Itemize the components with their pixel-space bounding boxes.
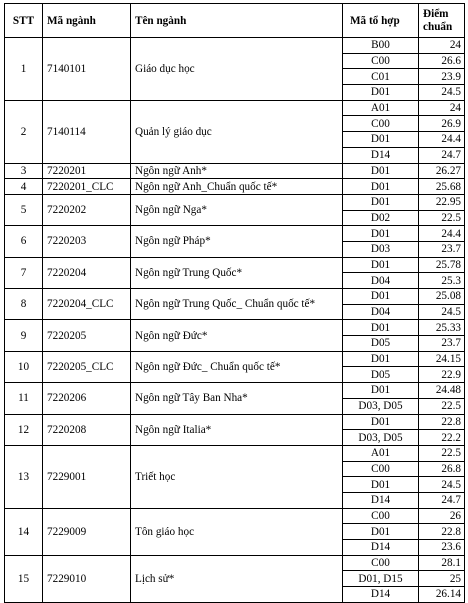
cutoff-score-cell: 23.7 bbox=[419, 241, 465, 257]
cutoff-score-cell: 22.5 bbox=[419, 210, 465, 226]
cutoff-score-cell: 26.27 bbox=[419, 163, 465, 179]
table-row bbox=[5, 163, 465, 179]
cutoff-score-cell: 22.8 bbox=[419, 414, 465, 430]
stt-cell: 9 bbox=[5, 320, 43, 351]
cutoff-score-cell: 24.15 bbox=[419, 351, 465, 367]
subject-combo-cell: C00 bbox=[343, 461, 419, 477]
major-code-cell: 7220204_CLC bbox=[43, 289, 131, 320]
subject-combo-cell: D01 bbox=[343, 320, 419, 336]
stt-cell: 1 bbox=[5, 38, 43, 101]
major-name-cell: Ngôn ngữ Trung Quốc* bbox=[131, 257, 343, 288]
subject-combo-cell: D02 bbox=[343, 210, 419, 226]
subject-combo-cell: D04 bbox=[343, 304, 419, 320]
stt-cell: 11 bbox=[5, 383, 43, 414]
stt-cell: 14 bbox=[5, 508, 43, 555]
stt-cell: 5 bbox=[5, 194, 43, 225]
table-row bbox=[5, 100, 465, 116]
major-code-cell: 7220204 bbox=[43, 257, 131, 288]
subject-combo-cell: C01 bbox=[343, 69, 419, 85]
stt-cell: 13 bbox=[5, 445, 43, 508]
subject-combo-cell: D01 bbox=[343, 132, 419, 148]
subject-combo-cell: D04 bbox=[343, 273, 419, 289]
major-code-cell: 7229009 bbox=[43, 508, 131, 555]
cutoff-score-cell: 22.9 bbox=[419, 367, 465, 383]
subject-combo-cell: D01 bbox=[343, 477, 419, 493]
major-name-cell: Ngôn ngữ Anh* bbox=[131, 163, 343, 179]
stt-cell: 4 bbox=[5, 179, 43, 195]
cutoff-score-cell: 24 bbox=[419, 38, 465, 54]
subject-combo-cell: D01, D15 bbox=[343, 571, 419, 587]
major-code-cell: 7229001 bbox=[43, 445, 131, 508]
subject-combo-cell: D01 bbox=[343, 179, 419, 195]
subject-combo-cell: A01 bbox=[343, 100, 419, 116]
cutoff-score-cell: 24.48 bbox=[419, 383, 465, 399]
cutoff-score-cell: 26.9 bbox=[419, 116, 465, 132]
subject-combo-cell: C00 bbox=[343, 116, 419, 132]
subject-combo-cell: D14 bbox=[343, 492, 419, 508]
table-row bbox=[5, 445, 465, 461]
cutoff-score-cell: 22.5 bbox=[419, 398, 465, 414]
cutoff-score-cell: 22.2 bbox=[419, 430, 465, 446]
table-row bbox=[5, 179, 465, 195]
stt-cell: 3 bbox=[5, 163, 43, 179]
major-name-cell: Ngôn ngữ Đức_ Chuẩn quốc tế* bbox=[131, 351, 343, 382]
header-score-line1: Điểm bbox=[423, 7, 449, 20]
major-code-cell: 7229010 bbox=[43, 555, 131, 602]
table-row bbox=[5, 383, 465, 399]
major-name-cell: Ngôn ngữ Trung Quốc_ Chuẩn quốc tế* bbox=[131, 289, 343, 320]
subject-combo-cell: D01 bbox=[343, 257, 419, 273]
major-code-cell: 7220203 bbox=[43, 226, 131, 257]
cutoff-score-cell: 23.7 bbox=[419, 336, 465, 352]
cutoff-score-cell: 24 bbox=[419, 100, 465, 116]
header-major-code: Mã ngành bbox=[43, 4, 131, 38]
subject-combo-cell: C00 bbox=[343, 555, 419, 571]
cutoff-score-cell: 22.95 bbox=[419, 194, 465, 210]
stt-cell: 10 bbox=[5, 351, 43, 382]
subject-combo-cell: D01 bbox=[343, 351, 419, 367]
stt-cell: 8 bbox=[5, 289, 43, 320]
table-row bbox=[5, 226, 465, 242]
subject-combo-cell: D05 bbox=[343, 367, 419, 383]
subject-combo-cell: D03 bbox=[343, 241, 419, 257]
subject-combo-cell: C00 bbox=[343, 508, 419, 524]
cutoff-score-cell: 28.1 bbox=[419, 555, 465, 571]
cutoff-score-cell: 22.5 bbox=[419, 445, 465, 461]
cutoff-score-cell: 26 bbox=[419, 508, 465, 524]
subject-combo-cell: D05 bbox=[343, 336, 419, 352]
subject-combo-cell: D01 bbox=[343, 194, 419, 210]
stt-cell: 2 bbox=[5, 100, 43, 163]
cutoff-score-cell: 24.7 bbox=[419, 147, 465, 163]
table-row bbox=[5, 414, 465, 430]
major-code-cell: 7220208 bbox=[43, 414, 131, 445]
subject-combo-cell: A01 bbox=[343, 445, 419, 461]
major-code-cell: 7140114 bbox=[43, 100, 131, 163]
header-subject-combo: Mã tổ hợp bbox=[343, 4, 419, 38]
cutoff-score-cell: 24.5 bbox=[419, 85, 465, 101]
header-row bbox=[5, 4, 465, 38]
cutoff-score-cell: 25.78 bbox=[419, 257, 465, 273]
table-row bbox=[5, 194, 465, 210]
major-code-cell: 7220205 bbox=[43, 320, 131, 351]
cutoff-score-cell: 24.4 bbox=[419, 132, 465, 148]
cutoff-score-cell: 24.5 bbox=[419, 477, 465, 493]
major-code-cell: 7220205_CLC bbox=[43, 351, 131, 382]
major-name-cell: Ngôn ngữ Anh_Chuẩn quốc tế* bbox=[131, 179, 343, 195]
subject-combo-cell: D14 bbox=[343, 147, 419, 163]
subject-combo-cell: D01 bbox=[343, 524, 419, 540]
cutoff-score-cell: 23.9 bbox=[419, 69, 465, 85]
major-code-cell: 7220202 bbox=[43, 194, 131, 225]
major-name-cell: Triết học bbox=[131, 445, 343, 508]
header-major-name: Tên ngành bbox=[131, 4, 343, 38]
subject-combo-cell: D14 bbox=[343, 540, 419, 556]
subject-combo-cell: D01 bbox=[343, 226, 419, 242]
table-row bbox=[5, 257, 465, 273]
table-row bbox=[5, 38, 465, 54]
subject-combo-cell: D01 bbox=[343, 383, 419, 399]
cutoff-score-cell: 26.6 bbox=[419, 53, 465, 69]
cutoff-score-cell: 25.3 bbox=[419, 273, 465, 289]
major-name-cell: Ngôn ngữ Pháp* bbox=[131, 226, 343, 257]
cutoff-score-cell: 24.4 bbox=[419, 226, 465, 242]
subject-combo-cell: C00 bbox=[343, 53, 419, 69]
major-code-cell: 7220201_CLC bbox=[43, 179, 131, 195]
subject-combo-cell: D01 bbox=[343, 414, 419, 430]
major-name-cell: Lịch sử* bbox=[131, 555, 343, 602]
subject-combo-cell: D03, D05 bbox=[343, 398, 419, 414]
stt-cell: 12 bbox=[5, 414, 43, 445]
major-name-cell: Ngôn ngữ Tây Ban Nha* bbox=[131, 383, 343, 414]
subject-combo-cell: D01 bbox=[343, 163, 419, 179]
major-name-cell: Quản lý giáo dục bbox=[131, 100, 343, 163]
header-cutoff-score bbox=[419, 4, 465, 38]
header-score-line2: chuẩn bbox=[423, 20, 453, 33]
subject-combo-cell: D01 bbox=[343, 289, 419, 305]
major-name-cell: Ngôn ngữ Italia* bbox=[131, 414, 343, 445]
stt-cell: 7 bbox=[5, 257, 43, 288]
cutoff-score-cell: 26.8 bbox=[419, 461, 465, 477]
cutoff-score-cell: 25.08 bbox=[419, 289, 465, 305]
stt-cell: 15 bbox=[5, 555, 43, 602]
stt-cell: 6 bbox=[5, 226, 43, 257]
table-row bbox=[5, 320, 465, 336]
subject-combo-cell: D03, D05 bbox=[343, 430, 419, 446]
cutoff-score-cell: 23.6 bbox=[419, 540, 465, 556]
subject-combo-cell: D14 bbox=[343, 587, 419, 603]
table-row bbox=[5, 351, 465, 367]
admission-scores-table bbox=[4, 3, 465, 603]
subject-combo-cell: B00 bbox=[343, 38, 419, 54]
cutoff-score-cell: 25.33 bbox=[419, 320, 465, 336]
major-name-cell: Ngôn ngữ Nga* bbox=[131, 194, 343, 225]
cutoff-score-cell: 24.5 bbox=[419, 304, 465, 320]
cutoff-score-cell: 25 bbox=[419, 571, 465, 587]
major-code-cell: 7140101 bbox=[43, 38, 131, 101]
subject-combo-cell: D01 bbox=[343, 85, 419, 101]
header-stt: STT bbox=[5, 4, 43, 38]
major-name-cell: Ngôn ngữ Đức* bbox=[131, 320, 343, 351]
table-row bbox=[5, 289, 465, 305]
major-name-cell: Tôn giáo học bbox=[131, 508, 343, 555]
major-code-cell: 7220201 bbox=[43, 163, 131, 179]
cutoff-score-cell: 25.68 bbox=[419, 179, 465, 195]
cutoff-score-cell: 24.7 bbox=[419, 492, 465, 508]
table-row bbox=[5, 508, 465, 524]
cutoff-score-cell: 22.8 bbox=[419, 524, 465, 540]
table-body bbox=[5, 38, 465, 603]
cutoff-score-cell: 26.14 bbox=[419, 587, 465, 603]
major-code-cell: 7220206 bbox=[43, 383, 131, 414]
table-row bbox=[5, 555, 465, 571]
major-name-cell: Giáo dục học bbox=[131, 38, 343, 101]
